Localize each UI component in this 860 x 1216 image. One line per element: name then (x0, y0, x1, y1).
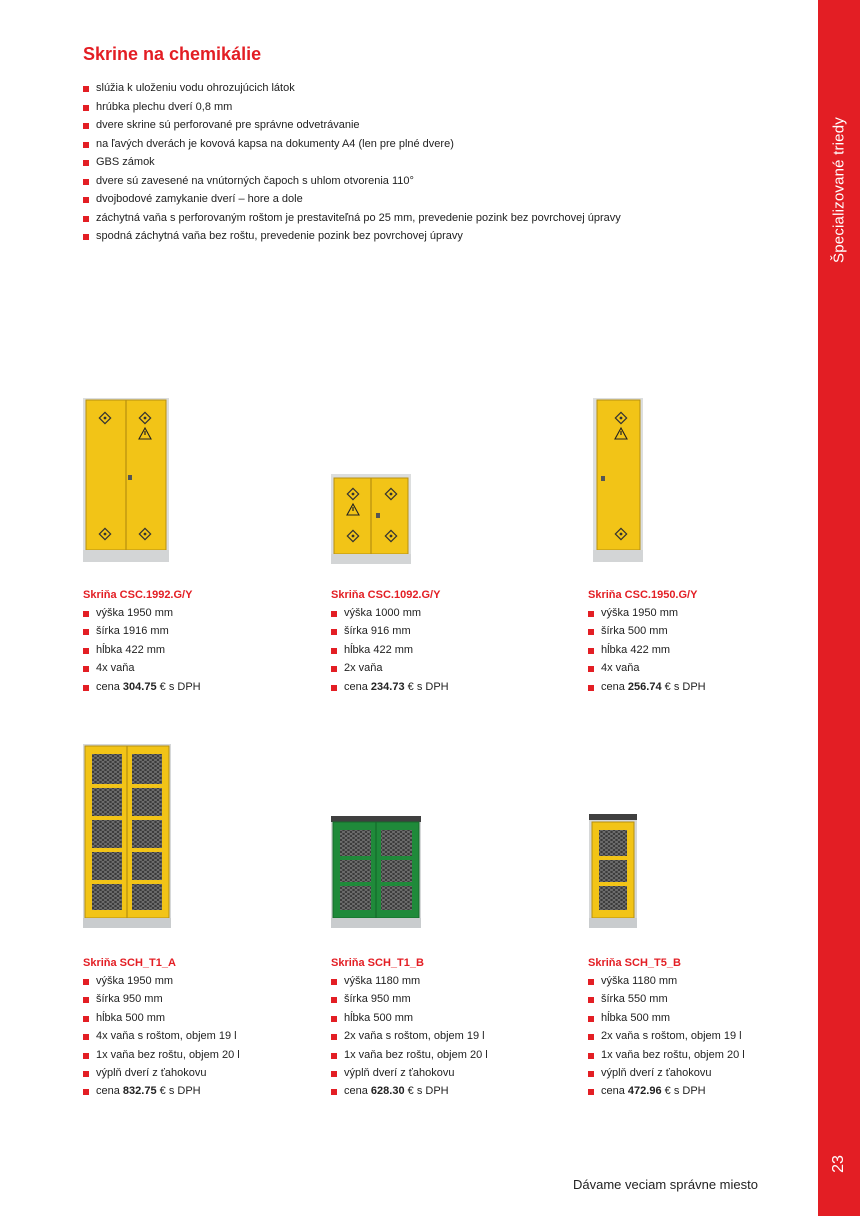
spec-item: šírka 1916 mm (83, 622, 303, 640)
spec-item: hĺbka 422 mm (588, 641, 808, 659)
price-suffix: € s DPH (159, 680, 201, 693)
cabinet-sch-t1b-image (331, 816, 421, 928)
price-label: cena (601, 1085, 625, 1098)
product-name: Skriňa SCH_T1_A (83, 957, 176, 969)
spec-item: 1x vaňa bez roštu, objem 20 l (83, 1046, 303, 1064)
price-suffix: € s DPH (664, 680, 706, 693)
price-label: cena (344, 680, 368, 693)
product-specs (83, 972, 303, 1101)
product-name: Skriňa SCH_T1_B (331, 957, 424, 969)
product-specs (588, 604, 808, 696)
spec-item: výplň dverí z ťahokovu (588, 1064, 808, 1082)
spec-item: 4x vaňa (588, 659, 808, 677)
intro-bullet: dvojbodové zamykanie dverí – hore a dole (83, 190, 621, 209)
spec-item: 1x vaňa bez roštu, objem 20 l (331, 1046, 551, 1064)
price-item (588, 1082, 808, 1100)
spec-item: výška 1000 mm (331, 604, 551, 622)
product-specs (83, 604, 303, 696)
spec-item: šírka 500 mm (588, 622, 808, 640)
spec-item: šírka 550 mm (588, 990, 808, 1008)
product-name: Skriňa CSC.1092.G/Y (331, 589, 441, 601)
spec-item: hĺbka 500 mm (588, 1009, 808, 1027)
price-value: 234.73 (370, 680, 405, 693)
price-item (588, 678, 808, 696)
cabinet-csc1950-image (593, 398, 643, 562)
product-name: Skriňa SCH_T5_B (588, 957, 681, 969)
product-csc1950 (588, 588, 808, 696)
spec-item: hĺbka 422 mm (331, 641, 551, 659)
spec-item: výška 1180 mm (588, 972, 808, 990)
price-item (83, 678, 303, 696)
spec-item: hĺbka 500 mm (83, 1009, 303, 1027)
product-name: Skriňa CSC.1950.G/Y (588, 589, 698, 601)
price-value: 832.75 (122, 1085, 157, 1098)
intro-bullet: GBS zámok (83, 153, 621, 172)
product-sch-t1b (331, 956, 551, 1101)
cabinet-sch-t5b-image (589, 814, 637, 928)
price-value: 472.96 (627, 1085, 662, 1098)
price-item (83, 1082, 303, 1100)
spec-item: 2x vaňa s roštom, objem 19 l (331, 1027, 551, 1045)
price-suffix: € s DPH (407, 1085, 449, 1098)
price-label: cena (96, 1085, 120, 1098)
intro-bullet: záchytná vaňa s perforovaným roštom je prestaviteľná po 25 mm, prevedenie pozink bez povrchovej úpravy (83, 209, 621, 228)
spec-item: výška 1950 mm (83, 972, 303, 990)
spec-item: výška 1180 mm (331, 972, 551, 990)
spec-item: hĺbka 422 mm (83, 641, 303, 659)
intro-bullet: na ľavých dverách je kovová kapsa na dokumenty A4 (len pre plné dvere) (83, 135, 621, 154)
spec-item: 4x vaňa (83, 659, 303, 677)
product-specs (331, 972, 551, 1101)
spec-item: 2x vaňa s roštom, objem 19 l (588, 1027, 808, 1045)
spec-item: 4x vaňa s roštom, objem 19 l (83, 1027, 303, 1045)
product-csc1092 (331, 588, 551, 696)
price-item (331, 678, 551, 696)
intro-bullet: dvere sú zavesené na vnútorných čapoch s uhlom otvorenia 110° (83, 172, 621, 191)
product-csc1992 (83, 588, 303, 696)
spec-item: hĺbka 500 mm (331, 1009, 551, 1027)
product-sch-t5b (588, 956, 808, 1101)
price-item (331, 1082, 551, 1100)
spec-item: šírka 916 mm (331, 622, 551, 640)
price-label: cena (344, 1085, 368, 1098)
section-title-vertical: Špecializované triedy (830, 117, 848, 263)
price-value: 304.75 (122, 680, 157, 693)
spec-item: 2x vaňa (331, 659, 551, 677)
product-specs (331, 604, 551, 696)
price-suffix: € s DPH (407, 680, 449, 693)
spec-item: 1x vaňa bez roštu, objem 20 l (588, 1046, 808, 1064)
spec-item: výška 1950 mm (83, 604, 303, 622)
intro-feature-list (83, 79, 621, 246)
page-number: 23 (830, 1155, 847, 1173)
product-specs (588, 972, 808, 1101)
spec-item: výplň dverí z ťahokovu (331, 1064, 551, 1082)
spec-item: výška 1950 mm (588, 604, 808, 622)
cabinet-csc1092-image (331, 474, 411, 564)
intro-bullet: hrúbka plechu dverí 0,8 mm (83, 98, 621, 117)
cabinet-sch-t1a-image (83, 744, 171, 928)
spec-item: výplň dverí z ťahokovu (83, 1064, 303, 1082)
intro-bullet: slúžia k uloženiu vodu ohrozujúcich látok (83, 79, 621, 98)
product-name: Skriňa CSC.1992.G/Y (83, 589, 193, 601)
cabinet-csc1992-image (83, 398, 169, 562)
price-suffix: € s DPH (664, 1085, 706, 1098)
intro-bullet: spodná záchytná vaňa bez roštu, prevedenie pozink bez povrchovej úpravy (83, 227, 621, 246)
price-label: cena (96, 680, 120, 693)
spec-item: šírka 950 mm (331, 990, 551, 1008)
page-title: Skrine na chemikálie (83, 44, 262, 64)
product-sch-t1a (83, 956, 303, 1101)
price-value: 256.74 (627, 680, 662, 693)
price-label: cena (601, 680, 625, 693)
intro-bullet: dvere skrine sú perforované pre správne odvetrávanie (83, 116, 621, 135)
footer-tagline: Dávame veciam správne miesto (573, 1177, 758, 1192)
spec-item: šírka 950 mm (83, 990, 303, 1008)
price-value: 628.30 (370, 1085, 405, 1098)
price-suffix: € s DPH (159, 1085, 201, 1098)
